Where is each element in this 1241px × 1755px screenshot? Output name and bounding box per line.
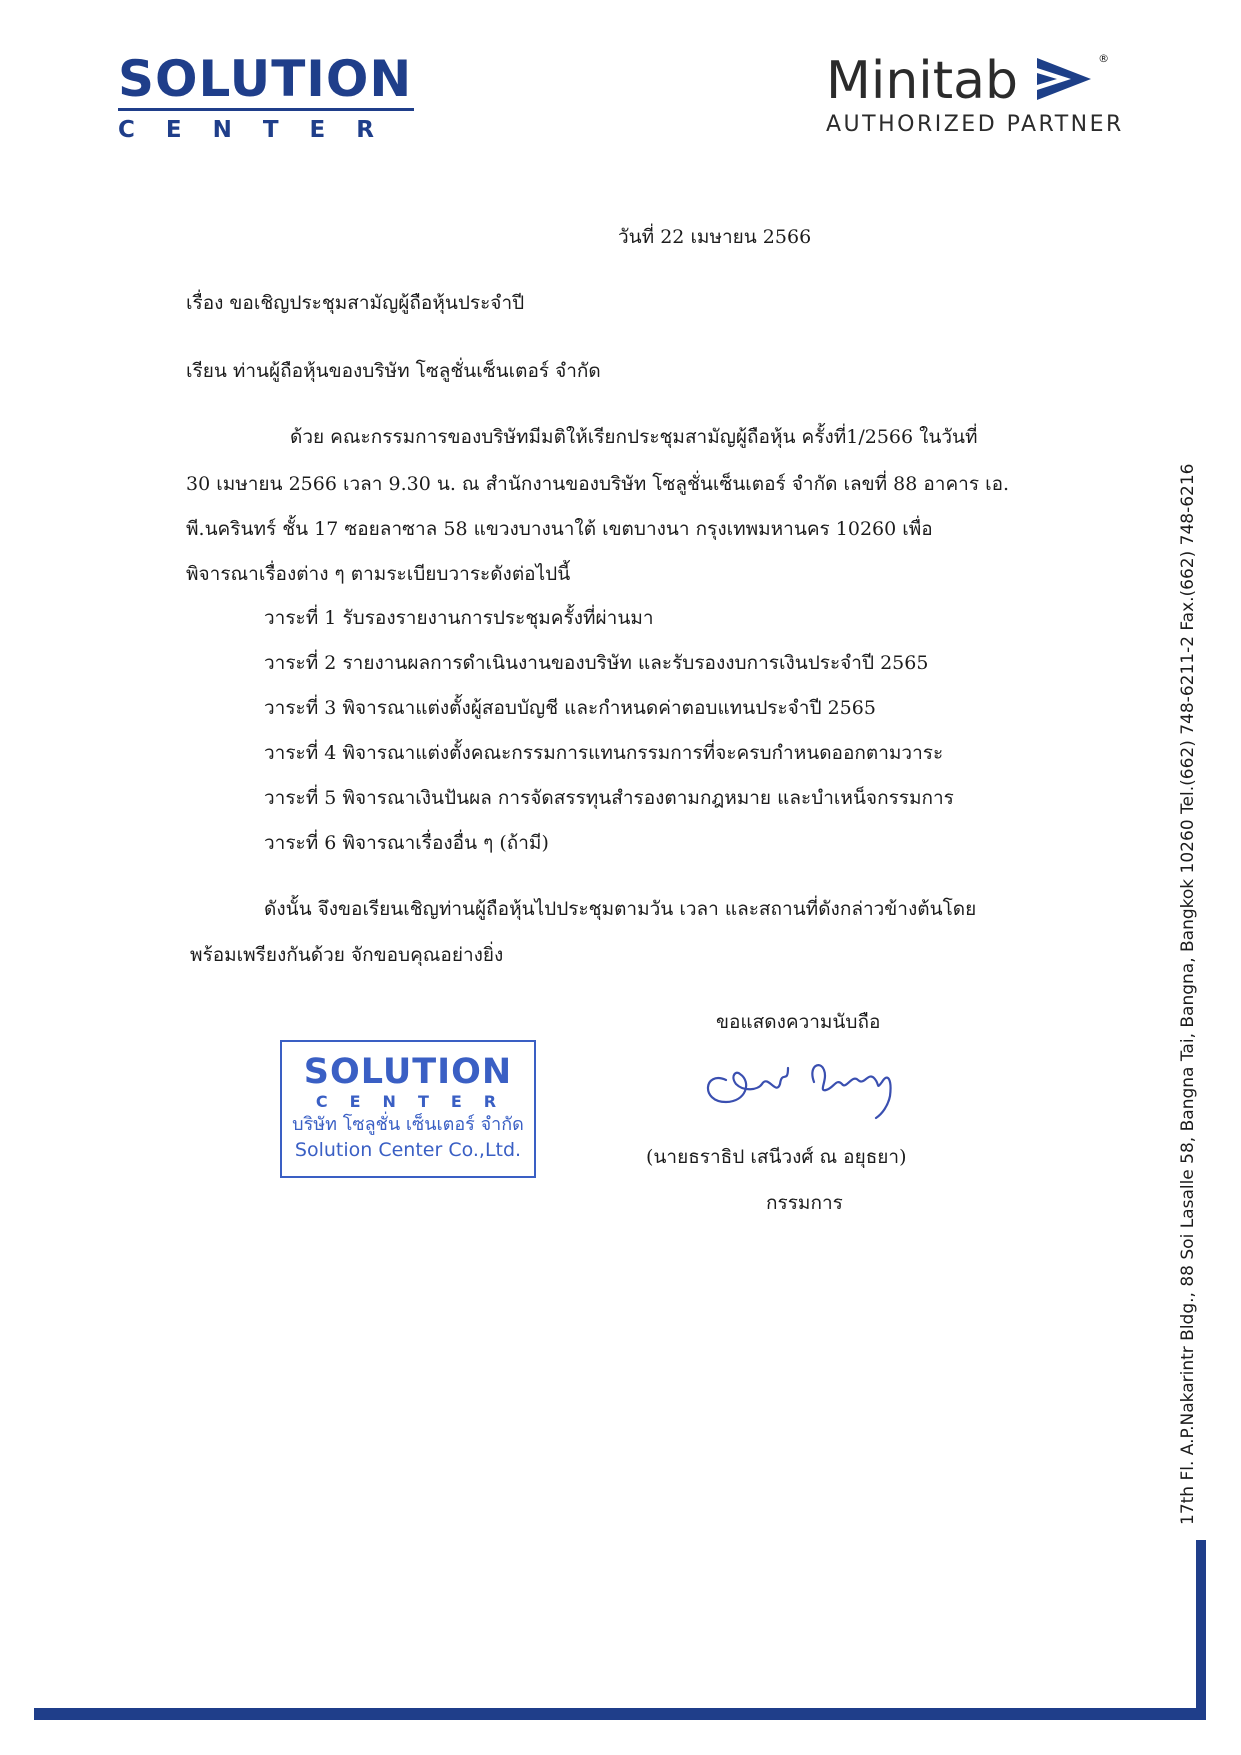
stamp-english-name: Solution Center Co.,Ltd. [294, 1139, 522, 1161]
logo-divider [118, 108, 414, 111]
agenda-item-3: วาระที่ 3 พิจารณาแต่งตั้งผู้สอบบัญชี และกำหนดค่าตอบแทนประจำปี 2565 [264, 697, 876, 719]
body-line-2: 30 เมษายน 2566 เวลา 9.30 น. ณ สำนักงานของบริษัท โซลูชั่นเซ็นเตอร์ จำกัด เลขที่ 88 อาคาร เอ. [186, 473, 1010, 495]
stamp-thai-name: บริษัท โซลูชั่น เซ็นเตอร์ จำกัด [292, 1114, 524, 1135]
logo-word: SOLUTION [118, 50, 413, 108]
handwritten-signature [696, 1040, 906, 1124]
regards-text: ขอแสดงความนับถือ [716, 1011, 881, 1033]
registered-mark: ® [1098, 52, 1110, 65]
minitab-arrow-icon [1035, 56, 1093, 106]
company-stamp [280, 1040, 536, 1178]
body-line-1: ด้วย คณะกรรมการของบริษัทมีมติให้เรียกประชุมสามัญผู้ถือหุ้น ครั้งที่1/2566 ในวันที่ [290, 426, 978, 448]
closing-line-1: ดังนั้น จึงขอเรียนเชิญท่านผู้ถือหุ้นไปประชุมตามวัน เวลา และสถานที่ดังกล่าวข้างต้นโดย [264, 898, 977, 920]
agenda-item-1: วาระที่ 1 รับรองรายงานการประชุมครั้งที่ผ่านมา [264, 607, 654, 629]
closing-line-2: พร้อมเพรียงกันด้วย จักขอบคุณอย่างยิ่ง [190, 944, 504, 966]
body-line-4: พิจารณาเรื่องต่าง ๆ ตามระเบียบวาระดังต่อไปนี้ [186, 563, 571, 585]
logo-sub: CENTER [118, 117, 405, 143]
agenda-item-4: วาระที่ 4 พิจารณาแต่งตั้งคณะกรรมการแทนกรรมการที่จะครบกำหนดออกตามวาระ [264, 742, 944, 764]
body-line-3: พี.นครินทร์ ชั้น 17 ซอยลาซาล 58 แขวงบางนาใต้ เขตบางนา กรุงเทพมหานคร 10260 เพื่อ [186, 518, 933, 540]
stamp-word: SOLUTION [303, 1052, 513, 1092]
footer-bar [34, 1708, 1206, 1720]
letter-date: วันที่ 22 เมษายน 2566 [618, 226, 812, 248]
side-address: 17th Fl. A.P.Nakarintr Bldg., 88 Soi Lasalle 58, Bangna Tai, Bangna, Bangkok 10260 Tel.(662) 748-6211-2 Fax.(662) 748-6216 [1178, 463, 1198, 1525]
signatory-name: (นายธราธิป เสนีวงศ์ ณ อยุธยา) [646, 1146, 907, 1168]
side-bar [1196, 1540, 1206, 1720]
agenda-item-5: วาระที่ 5 พิจารณาเงินปันผล การจัดสรรทุนสำรองตามกฎหมาย และบำเหน็จกรรมการ [264, 787, 954, 809]
minitab-word: Minitab [826, 51, 1018, 111]
agenda-item-6: วาระที่ 6 พิจารณาเรื่องอื่น ๆ (ถ้ามี) [264, 832, 549, 854]
agenda-item-2: วาระที่ 2 รายงานผลการดำเนินงานของบริษัท และรับรองงบการเงินประจำปี 2565 [264, 652, 929, 674]
stamp-sub: CENTER [315, 1092, 519, 1111]
solution-center-logo [118, 52, 418, 143]
signatory-title: กรรมการ [766, 1192, 843, 1214]
letter-recipient: เรียน ท่านผู้ถือหุ้นของบริษัท โซลูชั่นเซ็นเตอร์ จำกัด [186, 360, 601, 382]
minitab-sub: AUTHORIZED PARTNER [826, 112, 1124, 137]
letter-subject: เรื่อง ขอเชิญประชุมสามัญผู้ถือหุ้นประจำปี [186, 292, 525, 314]
minitab-logo [826, 52, 1146, 137]
